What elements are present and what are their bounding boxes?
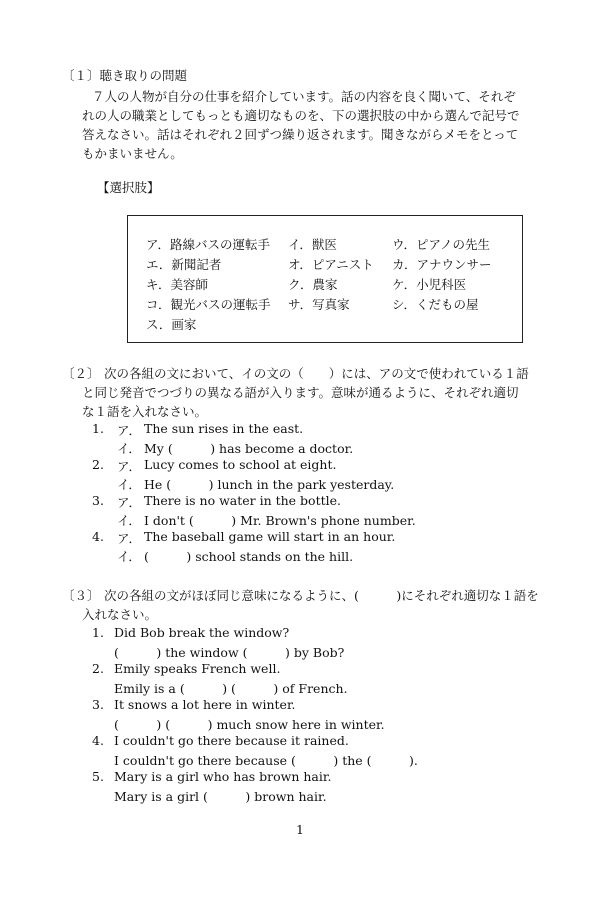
item-number: 2. [92,457,104,472]
choice: ウ．ピアノの先生 [392,237,491,252]
item-mark: イ． [117,513,141,528]
choice: キ．美容師 [146,277,209,292]
sentence-b: I couldn't go there because ( ) the ( ). [114,753,418,768]
sentence-a: It snows a lot here in winter. [114,697,296,712]
item-mark: ア． [117,531,142,546]
item-mark: イ． [117,441,141,456]
item-mark: イ． [117,477,141,492]
section2-heading: 〔２〕 [62,366,100,381]
choice: コ．観光バスの運転手 [146,297,271,312]
section3-line: 入れなさい。 [82,607,158,622]
choices-label: 【選択肢】 [97,180,160,195]
item-number: 3. [92,697,104,712]
choice: シ．くだもの屋 [392,297,479,312]
item-number: 4. [92,733,104,748]
sentence-b: ( ) ( ) much snow here in winter. [114,717,385,732]
sentence-a: I couldn't go there because it rained. [114,733,349,748]
section3-line: 次の各組の文がほぼ同じ意味になるように、( )にそれぞれ適切な１語を [104,588,539,603]
section3-heading: 〔３〕 [62,588,100,603]
sentence-a: Did Bob break the window? [114,625,290,640]
section2-line: な１語を入れなさい。 [82,404,208,419]
choice: オ．ピアニスト [288,257,374,272]
item-number: 3. [92,493,104,508]
choice: ケ．小児科医 [392,277,467,292]
item-mark: イ． [117,549,141,564]
section1-line: れの人の職業としてもっとも適切なものを、下の選択肢の中から選んで記号で [82,108,520,123]
item-number: 1. [92,421,104,436]
sentence-a: Emily speaks French well. [114,661,281,676]
item-mark: ア． [117,459,142,474]
choice: ク．農家 [288,277,338,292]
section2-line: と同じ発音でつづりの異なる語が入ります。意味が通るように、それぞれ適切 [82,385,519,400]
sentence-a: There is no water in the bottle. [144,493,341,508]
item-number: 5. [92,769,104,784]
section1-line: 答えなさい。話はそれぞれ２回ずつ繰り返されます。聞きながらメモをとって [82,127,519,142]
item-number: 2. [92,661,104,676]
choice: イ．獣医 [288,237,337,252]
sentence-a: The baseball game will start in an hour. [144,529,396,544]
sentence-b: I don't ( ) Mr. Brown's phone number. [144,513,416,528]
choice: エ．新聞記者 [146,257,222,272]
choice: ス．画家 [146,317,197,332]
sentence-b: Mary is a girl ( ) brown hair. [114,789,327,804]
sentence-b: He ( ) lunch in the park yesterday. [144,477,395,492]
sentence-b: My ( ) has become a doctor. [144,441,354,456]
item-number: 4. [92,529,104,544]
section1-line: ７人の人物が自分の仕事を紹介しています。話の内容を良く聞いて、それぞ [92,89,516,104]
item-mark: ア． [117,495,142,510]
page-number: 1 [296,822,304,837]
sentence-b: Emily is a ( ) ( ) of French. [114,681,348,696]
item-number: 1. [92,625,104,640]
sentence-a: Mary is a girl who has brown hair. [114,769,332,784]
section1-line: もかまいません。 [82,146,183,161]
sentence-b: ( ) school stands on the hill. [144,549,354,564]
section2-line: 次の各組の文において、イの文の（ ）には、アの文で使われている１語 [104,366,529,381]
sentence-b: ( ) the window ( ) by Bob? [114,645,345,660]
sentence-a: The sun rises in the east. [144,421,304,436]
sentence-a: Lucy comes to school at eight. [144,457,337,472]
section1-heading: 〔１〕聴き取りの問題 [62,68,188,83]
choice: カ．アナウンサー [392,257,492,272]
choices-box [127,215,523,343]
choice: サ．写真家 [288,297,350,312]
choice: ア．路線バスの運転手 [146,237,271,252]
item-mark: ア． [117,423,142,438]
